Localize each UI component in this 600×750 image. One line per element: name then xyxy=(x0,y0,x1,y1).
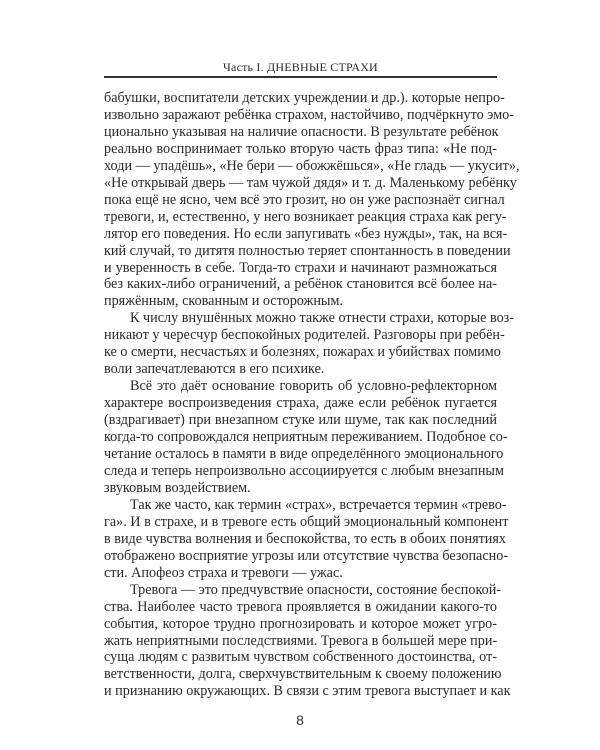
paragraph xyxy=(104,90,520,310)
paragraph xyxy=(104,496,509,582)
text-line: без каких-либо ограничений, а ребёнок становится всё более на- xyxy=(104,276,497,293)
text-line: сти. Апофеоз страха и тревоги — ужас. xyxy=(104,564,343,581)
text-line: ционально указывая на наличие опасности. В результате ребёнок xyxy=(104,123,499,140)
text-line: пряжённым, скованным и осторожным. xyxy=(104,293,343,310)
text-line: Всё это даёт основание говорить об условно-рефлекторном xyxy=(130,378,497,395)
text-line: никают у чересчур беспокойных родителей. Разговоры при ребён- xyxy=(104,327,505,344)
text-line: характере воспроизведения страха, даже если ребёнок пугается xyxy=(104,395,497,412)
text-line: четание осталось в памяти в виде определённого эмоционального xyxy=(104,446,504,463)
text-line: Так же часто, как термин «страх», встречается термин «трево- xyxy=(130,496,507,513)
text-line: (вздрагивает) при внезапном стуке или шуме, так как последний xyxy=(104,412,497,429)
text-line: звуковым воздействием. xyxy=(104,479,251,496)
text-line: извольно заражают ребёнка страхом, настойчиво, подчёркнуто эмо- xyxy=(104,106,514,123)
text-line: тревоги, и, естественно, у него возникает реакция страха как регу- xyxy=(104,208,507,225)
text-line: ходи — упадёшь», «Не бери — обожжёшься», «Не гладь — укусит», xyxy=(104,157,520,174)
text-line: в виде чувства волнения и беспокойства, то есть в обоих понятиях xyxy=(104,530,507,547)
text-line: и уверенность в себе. Тогда-то страхи и начинают размножаться xyxy=(104,259,497,276)
text-line: кий случай, то дитятя полностью теряет спонтанность в поведении xyxy=(104,242,511,259)
text-line: воли запечатлеваются в его психике. xyxy=(104,361,325,378)
text-line: «Не открывай дверь — там чужой дядя» и т. д. Маленькому ребёнку xyxy=(104,174,517,191)
text-line: отображено восприятие угрозы или отсутствие чувства безопасно- xyxy=(104,547,509,564)
text-line: когда-то сопровождался неприятным переживанием. Подобное со- xyxy=(104,429,508,446)
text-line: Тревога — это предчувствие опасности, состояние беспокой- xyxy=(130,581,502,598)
text-line: лятор его поведения. Но если запугивать «без нужды», так, на вся- xyxy=(104,225,508,242)
text-line: ства. Наиболее часто тревога проявляется в ожидании какого-то xyxy=(104,598,497,615)
paragraph xyxy=(104,581,511,701)
text-line: реально воспринимает только вторую часть фраз типа: «Не под- xyxy=(104,140,497,157)
text-line: жать неприятными последствиями. Тревога в большей мере при- xyxy=(104,632,498,649)
text-line: события, которое трудно прогнозировать и которое может угро- xyxy=(104,615,497,632)
text-line: К числу внушённых можно также отнести страхи, которые воз- xyxy=(130,310,515,327)
text-line: следа и теперь непроизвольно ассоциируется с любым внезапным xyxy=(104,462,504,479)
text-line: га». И в страхе, и в тревоге есть общий эмоциональный компонент xyxy=(104,513,509,530)
paragraph xyxy=(104,310,515,378)
page-number: 8 xyxy=(296,712,304,728)
body-text xyxy=(104,90,520,700)
text-line: и признанию окружающих. В связи с этим тревога выступает и как xyxy=(104,683,511,700)
text-line: пока ещё не ясно, чем всё это грозит, но он уже распознаёт сигнал xyxy=(104,191,505,208)
header-rule xyxy=(104,76,497,78)
text-line: ке о смерти, несчастьях и болезнях, пожарах и убийствах помимо xyxy=(104,344,501,361)
paragraph xyxy=(104,378,508,497)
text-line: бабушки, воспитатели детских учреждении и др.). которые непро- xyxy=(104,90,505,106)
text-line: ветственности, долга, сверхчувствительным к своему положению xyxy=(104,666,502,683)
text-line: суща людям с развитым чувством собственного достоинства, от- xyxy=(104,649,497,666)
running-header: Часть I. ДНЕВНЫЕ СТРАХИ xyxy=(223,60,378,74)
